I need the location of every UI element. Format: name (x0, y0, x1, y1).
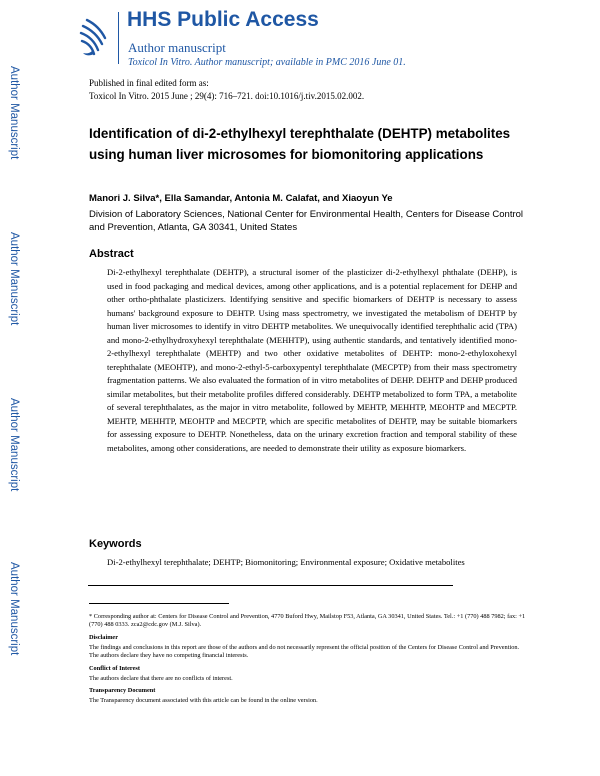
citation-line: Toxicol In Vitro. 2015 June ; 29(4): 716–721. doi:10.1016/j.tiv.2015.02.002. (89, 91, 365, 101)
disclaimer-text: The findings and conclusions in this report are those of the authors and do not necessarily represent the official position of the Centers for Disease Control and Prevention. The authors declare they have no competing financial interests. (89, 644, 520, 660)
side-label-2: Author Manuscript (8, 232, 20, 326)
transparency-text: The Transparency document associated with this article can be found in the online version. (89, 697, 318, 704)
abstract-body: Di-2-ethylhexyl terephthalate (DEHTP), a structural isomer of the plasticizer di-2-ethylhexyl phthalate (DEHP), is used in food packaging and medical devices, among other applications, and is a potential replacement for DEHP and other ortho-phthalate plasticizers. Identifying sensitive and specific biomarkers of DEHTP is necessary to assess humans' background exposure to DEHTP. Using mass spectrometry, we investigated the metabolism of DEHTP by human liver microsomes to identify in vitro DEHTP metabolites. We unequivocally identified terephthalic acid (TPA) and mono-2-ethylhydroxyhexyl terephthalate (MEHHTP), using authentic standards, and tentatively identified mono-2-ethylhexyl terephthalate (MEHTP) and two other oxidative metabolites of DEHTP: mono-2-ethyloxohexyl terephthalate (MEOHTP), and mono-2-ethyl-5-carboxypentyl terephthalate (MECPTP) from their mass spectrometry fragmentation patterns. We also evaluated the formation of in vitro metabolites of DEHP. DEHTP and DEHP produced similar metabolites, but their metabolite profiles differed considerably. DEHTP metabolized to form TPA, a metabolite of several terephthalates, as the major in vitro metabolite, followed by MEHTP, MEHHTP, MEOHTP and MECPTP. MEHTP, MEHHTP, MEOHTP and MECPTP, which are specific metabolites of DEHTP, may be suitable biomarkers for assessing exposure to DEHTP. Nonetheless, data on the urinary excretion fraction and temporal stability of these metabolites, among other considerations, are needed to demonstrate their utility as exposure biomarkers. (107, 267, 517, 453)
disclaimer-heading: Disclaimer (89, 634, 119, 641)
hhs-eagle-logo-icon (77, 14, 111, 60)
side-label-4: Author Manuscript (8, 562, 20, 656)
conflict-heading: Conflict of Interest (89, 665, 140, 672)
abstract-heading: Abstract (89, 248, 134, 260)
hhs-title: HHS Public Access (127, 8, 319, 31)
affiliation: Division of Laboratory Sciences, National Center for Environmental Health, Centers for Disease Control and Prevention, Atlanta, GA 30341, United States (89, 209, 524, 233)
conflict-text: The authors declare that there are no conflicts of interest. (89, 675, 233, 682)
header-divider (118, 12, 119, 64)
author-manuscript-subtitle: Author manuscript (128, 40, 226, 55)
published-label: Published in final edited form as: (89, 78, 209, 88)
article-title: Identification of di-2-ethylhexyl terephthalate (DEHTP) metabolites using human liver microsomes for biomonitoring applications (89, 126, 511, 162)
keywords-heading: Keywords (89, 538, 142, 550)
section-divider (88, 585, 453, 586)
corresponding-author-footnote: * Corresponding author at: Centers for Disease Control and Prevention, 4770 Buford Hwy, Mailstop F53, Atlanta, GA 30341, United States. Tel.: +1 (770) 488 7982; fax: +1 (770) 488 0333. zca2@cdc.gov (M.J. Silva). (89, 613, 526, 629)
author-list: Manori J. Silva*, Ella Samandar, Antonia M. Calafat, and Xiaoyun Ye (89, 193, 393, 204)
keywords-list: Di-2-ethylhexyl terephthalate; DEHTP; Biomonitoring; Environmental exposure; Oxidative metabolites (107, 557, 465, 567)
side-label-1: Author Manuscript (8, 66, 20, 160)
footnote-divider (89, 603, 229, 604)
side-label-3: Author Manuscript (8, 398, 20, 492)
journal-availability-line: Toxicol In Vitro. Author manuscript; available in PMC 2016 June 01. (128, 57, 406, 68)
transparency-heading: Transparency Document (89, 687, 156, 694)
